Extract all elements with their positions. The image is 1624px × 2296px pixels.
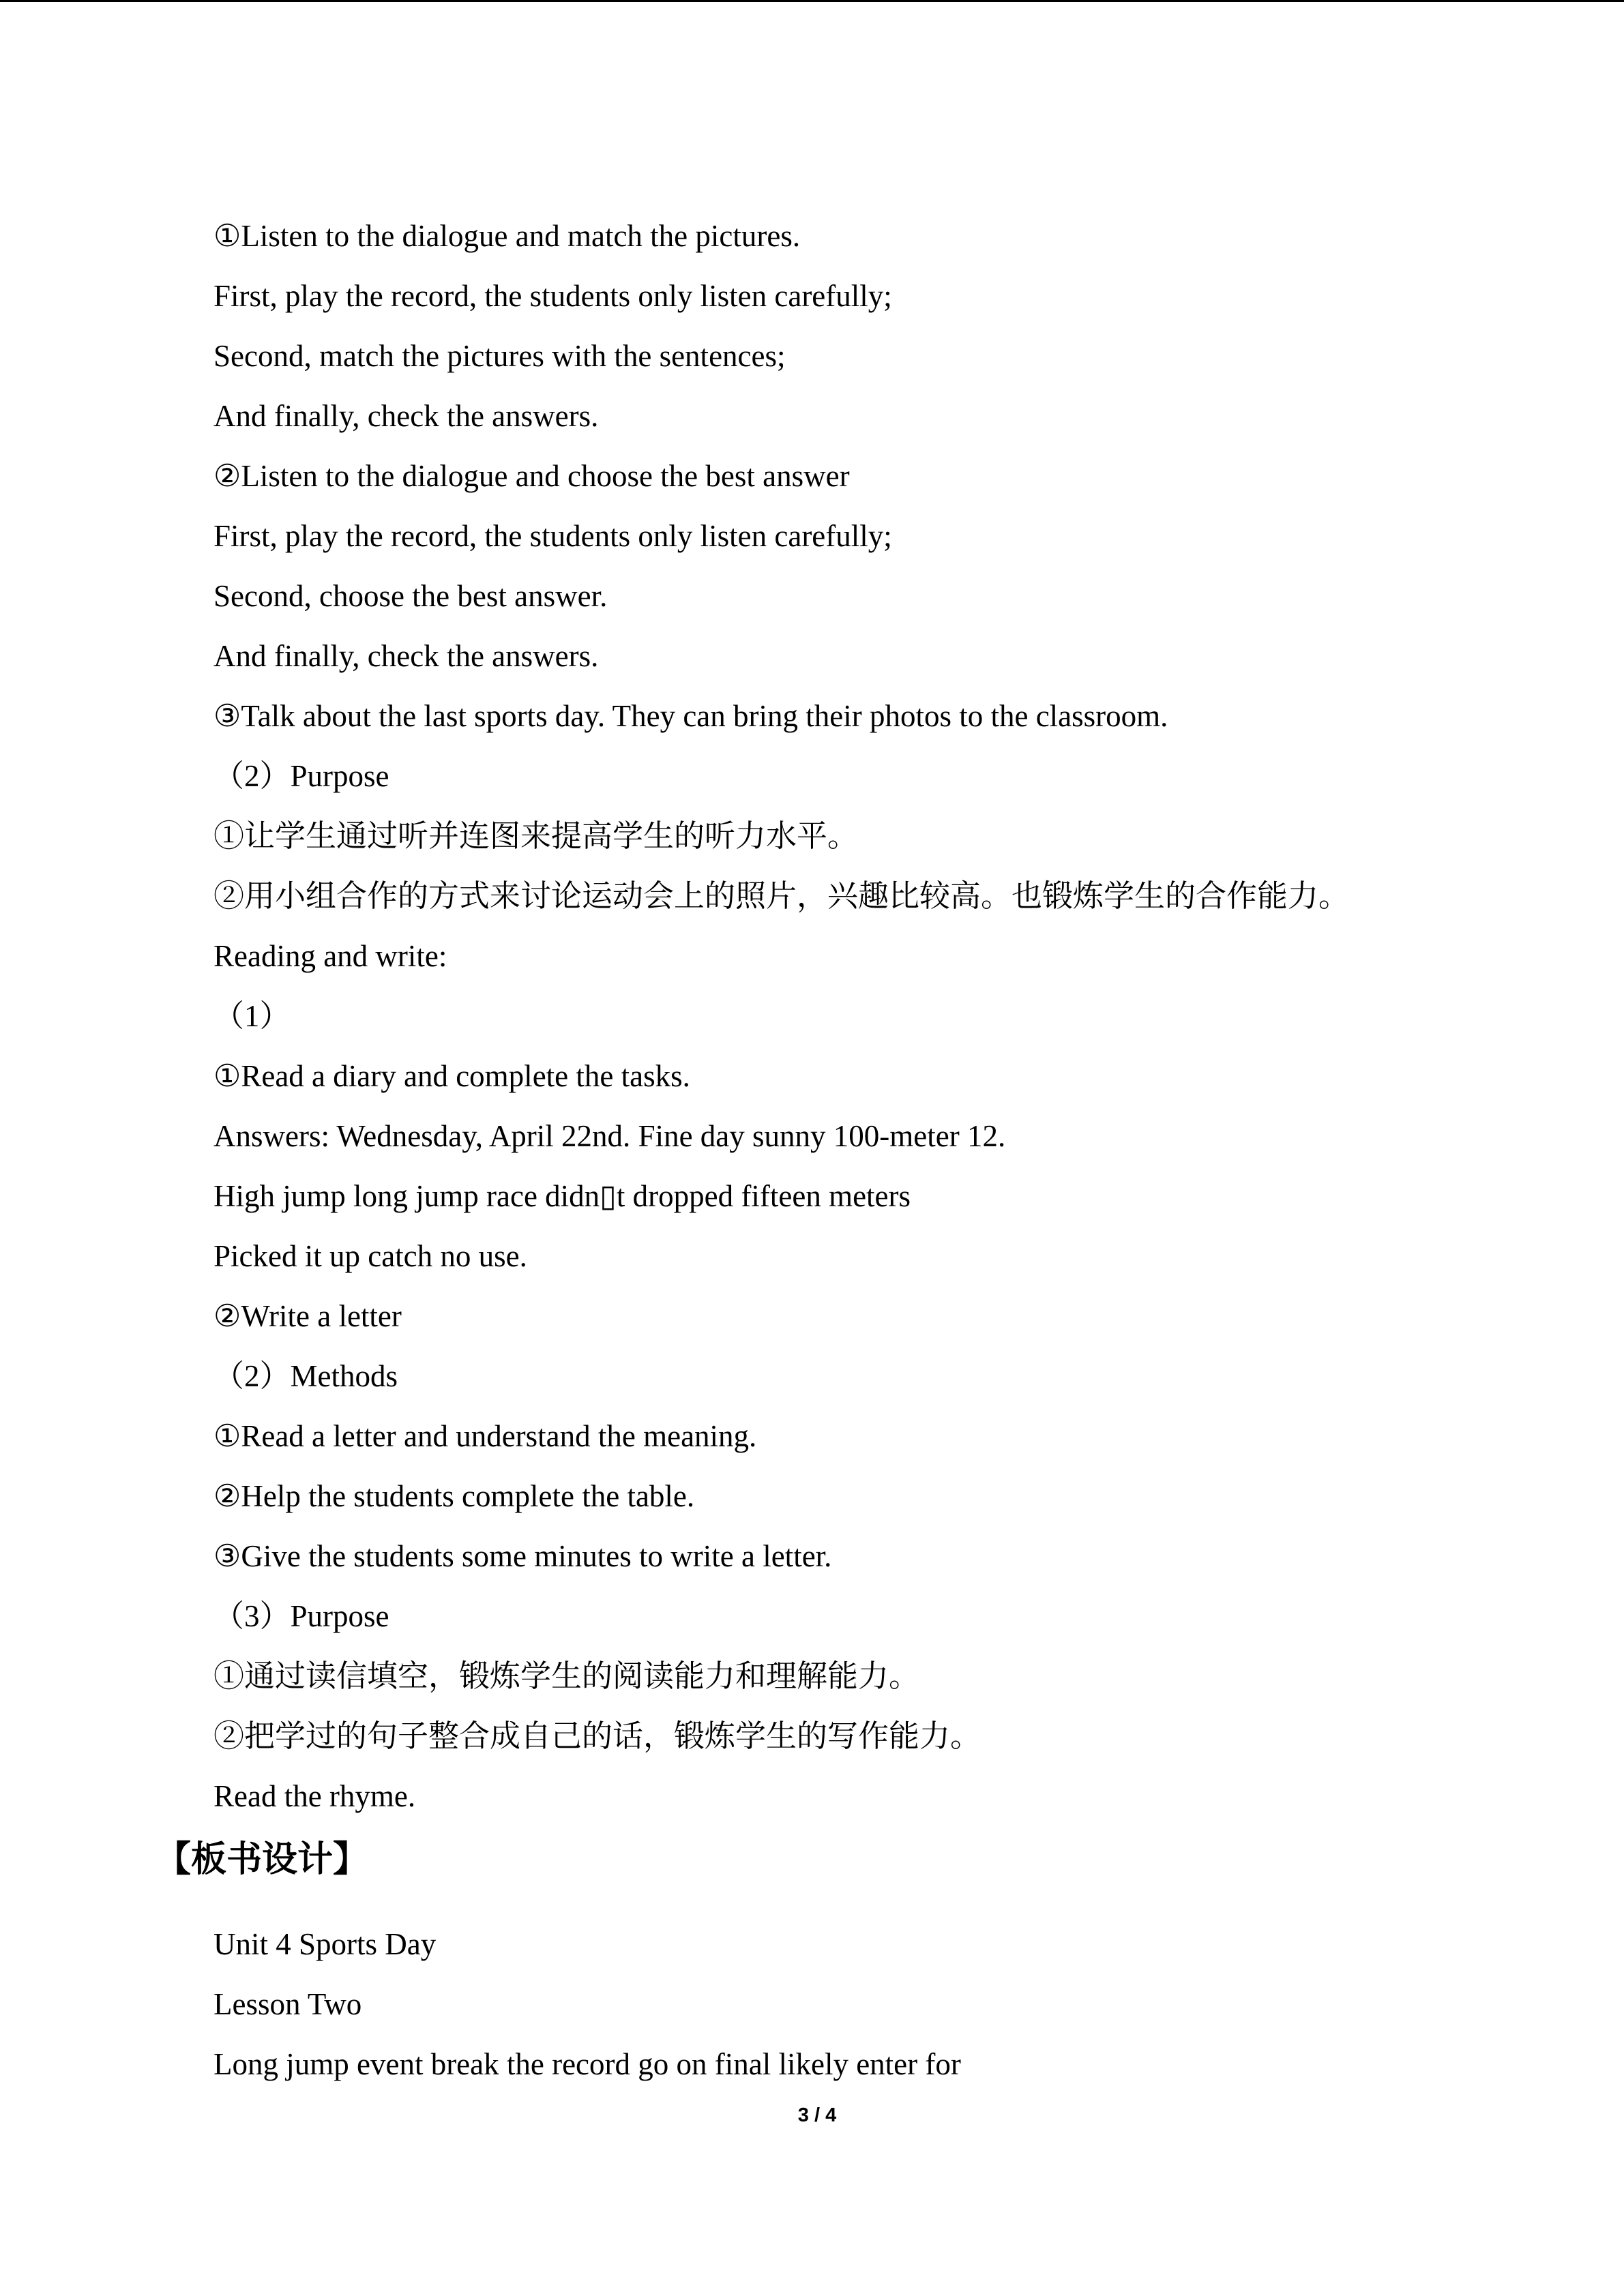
text-line: And finally, check the answers. xyxy=(213,399,599,433)
section-heading: 【板书设计】 xyxy=(156,1840,369,1879)
page-number: 3 / 4 xyxy=(797,2104,837,2126)
board-line: Long jump event break the record go on final likely enter for xyxy=(213,2047,961,2081)
text-line: ③Give the students some minutes to write a letter. xyxy=(213,1539,832,1573)
text-line: ②把学过的句子整合成自己的话，锻炼学生的写作能力。 xyxy=(213,1719,981,1753)
text-line: （2）Purpose xyxy=(213,759,389,793)
text-line: Reading and write: xyxy=(213,939,447,973)
text-line: ①让学生通过听并连图来提高学生的听力水平。 xyxy=(213,819,859,853)
board-line: Unit 4 Sports Day xyxy=(213,1927,437,1961)
text-line: ③Talk about the last sports day. They can bring their photos to the classroom. xyxy=(213,699,1168,733)
text-line: （1） xyxy=(213,999,291,1033)
text-line: And finally, check the answers. xyxy=(213,639,599,673)
page-top-border xyxy=(0,0,1624,2)
text-line: Picked it up catch no use. xyxy=(213,1239,527,1273)
lesson-steps-text xyxy=(0,206,1624,1826)
text-line: First, play the record, the students only listen carefully; xyxy=(213,519,892,553)
text-line: ②Write a letter xyxy=(213,1299,402,1333)
text-line: ②用小组合作的方式来讨论运动会上的照片，兴趣比较高。也锻炼学生的合作能力。 xyxy=(213,879,1350,913)
board-line: Lesson Two xyxy=(213,1987,362,2021)
text-line: ②Help the students complete the table. xyxy=(213,1479,695,1513)
text-line: ①Read a letter and understand the meaning. xyxy=(213,1419,757,1453)
text-line: Second, match the pictures with the sentences; xyxy=(213,339,786,373)
text-line: First, play the record, the students only listen carefully; xyxy=(213,279,892,313)
text-line: Read the rhyme. xyxy=(213,1779,416,1813)
blackboard-design-text xyxy=(0,1914,1624,2094)
text-line: ①Listen to the dialogue and match the pictures. xyxy=(213,219,801,253)
text-line: ①通过读信填空，锻炼学生的阅读能力和理解能力。 xyxy=(213,1659,920,1693)
document-body xyxy=(0,206,1624,2094)
text-line: ①Read a diary and complete the tasks. xyxy=(213,1059,690,1093)
text-line: Answers: Wednesday, April 22nd. Fine day sunny 100-meter 12. xyxy=(213,1119,1006,1153)
text-line: ②Listen to the dialogue and choose the best answer xyxy=(213,459,850,493)
text-line: （2）Methods xyxy=(213,1359,398,1393)
text-line: Second, choose the best answer. xyxy=(213,579,608,613)
text-line: High jump long jump race didn▯t dropped fifteen meters xyxy=(213,1179,911,1213)
text-line: （3）Purpose xyxy=(213,1599,389,1633)
